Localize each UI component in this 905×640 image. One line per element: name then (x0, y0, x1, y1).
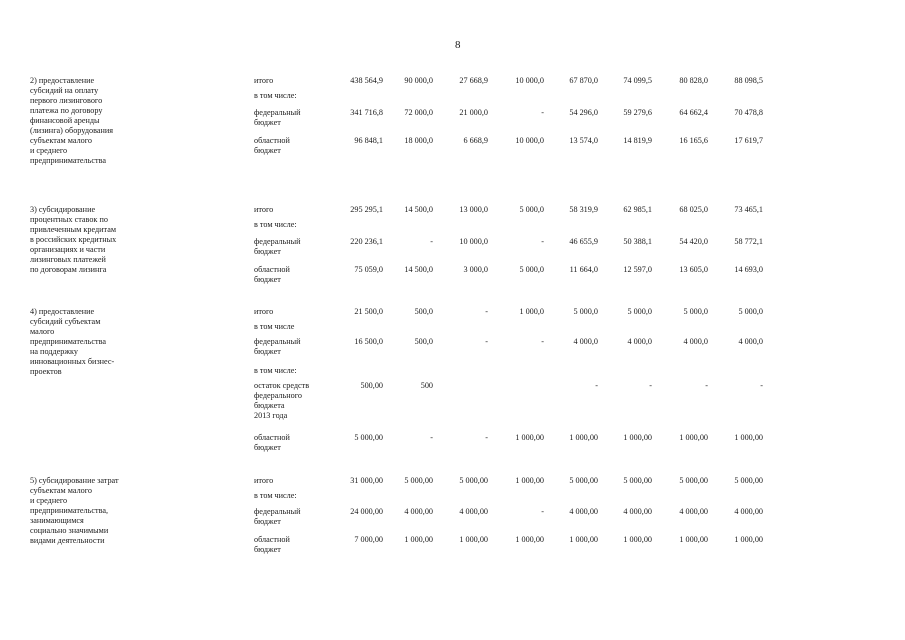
funding-source-label: федеральный бюджет (254, 337, 301, 356)
amount-cell: 6 668,9 (463, 136, 488, 145)
amount-cell: 4 000,00 (679, 507, 708, 516)
amount-cell: 5 000,00 (679, 476, 708, 485)
amount-cell: 500,00 (360, 381, 383, 390)
amount-cell: 1 000,00 (679, 535, 708, 544)
amount-cell: 5 000,00 (569, 476, 598, 485)
amount-cell: - (430, 237, 433, 246)
amount-cell: 5 000,0 (573, 307, 598, 316)
amount-cell: 1 000,00 (569, 433, 598, 442)
amount-cell: 4 000,00 (459, 507, 488, 516)
amount-cell: 4 000,0 (738, 337, 763, 346)
funding-source-label: остаток средств федерального бюджета 2013 года (254, 381, 310, 420)
funding-source-label: в том числе: (254, 91, 297, 100)
amount-cell: 1 000,00 (623, 433, 652, 442)
amount-cell: - (541, 507, 544, 516)
amount-cell: 4 000,0 (627, 337, 652, 346)
amount-cell: 220 236,1 (350, 237, 383, 246)
funding-source-label: итого (254, 476, 274, 485)
amount-cell: 1 000,0 (519, 307, 544, 316)
amount-cell: 5 000,0 (683, 307, 708, 316)
section-description: 2) предоставление субсидий на оплату первого лизингового платежа по договору финансовой аренды (лизинга) оборудования субъектам малого и среднего предпринимательства (30, 76, 114, 165)
amount-cell: - (485, 307, 488, 316)
amount-cell: 16 500,0 (354, 337, 383, 346)
amount-cell: 1 000,00 (623, 535, 652, 544)
amount-cell: 17 619,7 (734, 136, 763, 145)
amount-cell: 46 655,9 (569, 237, 598, 246)
amount-cell: 5 000,0 (627, 307, 652, 316)
amount-cell: 18 000,0 (404, 136, 433, 145)
amount-cell: - (541, 108, 544, 117)
amount-cell: 5 000,00 (623, 476, 652, 485)
funding-source-label: областной бюджет (254, 265, 290, 284)
amount-cell: 13 605,0 (679, 265, 708, 274)
funding-source-label: федеральный бюджет (254, 108, 301, 127)
funding-source-label: федеральный бюджет (254, 507, 301, 526)
section-description: 4) предоставление субсидий субъектам малого предпринимательства на поддержку инновационных бизнес- проектов (30, 307, 115, 376)
amount-cell: 75 059,0 (354, 265, 383, 274)
funding-source-label: федеральный бюджет (254, 237, 301, 256)
funding-source-label: областной бюджет (254, 535, 290, 554)
amount-cell: 50 388,1 (623, 237, 652, 246)
funding-source-label: в том числе: (254, 491, 297, 500)
amount-cell: - (541, 337, 544, 346)
amount-cell: 7 000,00 (354, 535, 383, 544)
funding-source-label: итого (254, 76, 274, 85)
amount-cell: 88 098,5 (734, 76, 763, 85)
amount-cell: 1 000,00 (459, 535, 488, 544)
amount-cell: 5 000,00 (459, 476, 488, 485)
amount-cell: 12 597,0 (623, 265, 652, 274)
section-description: 3) субсидирование процентных ставок по привлеченным кредитам в российских кредитных организациях и части лизинговых платежей по договорам лизинга (30, 205, 117, 274)
funding-source-label: итого (254, 307, 274, 316)
amount-cell: 11 664,0 (569, 265, 598, 274)
amount-cell: 5 000,00 (734, 476, 763, 485)
amount-cell: 500,0 (414, 337, 433, 346)
amount-cell: 4 000,0 (683, 337, 708, 346)
amount-cell: 295 295,1 (350, 205, 383, 214)
amount-cell: 24 000,00 (350, 507, 383, 516)
amount-cell: 1 000,00 (404, 535, 433, 544)
amount-cell: 68 025,0 (679, 205, 708, 214)
amount-cell: 21 000,0 (459, 108, 488, 117)
amount-cell: 4 000,0 (573, 337, 598, 346)
amount-cell: - (760, 381, 763, 390)
amount-cell: 1 000,00 (515, 476, 544, 485)
amount-cell: 438 564,9 (350, 76, 383, 85)
funding-source-label: в том числе: (254, 366, 297, 375)
amount-cell: 96 848,1 (354, 136, 383, 145)
amount-cell: 31 000,00 (350, 476, 383, 485)
amount-cell: 13 000,0 (459, 205, 488, 214)
amount-cell: 4 000,00 (569, 507, 598, 516)
amount-cell: 58 772,1 (734, 237, 763, 246)
amount-cell: 14 693,0 (734, 265, 763, 274)
amount-cell: 341 716,8 (350, 108, 383, 117)
funding-source-label: итого (254, 205, 274, 214)
amount-cell: 3 000,0 (463, 265, 488, 274)
amount-cell: 1 000,00 (734, 535, 763, 544)
amount-cell: - (649, 381, 652, 390)
amount-cell: 4 000,00 (404, 507, 433, 516)
amount-cell: - (485, 337, 488, 346)
amount-cell: 13 574,0 (569, 136, 598, 145)
amount-cell: 74 099,5 (623, 76, 652, 85)
amount-cell: 90 000,0 (404, 76, 433, 85)
amount-cell: 5 000,00 (354, 433, 383, 442)
amount-cell: - (485, 433, 488, 442)
amount-cell: 14 500,0 (404, 265, 433, 274)
amount-cell: 1 000,00 (569, 535, 598, 544)
funding-source-label: областной бюджет (254, 433, 290, 452)
amount-cell: 5 000,0 (738, 307, 763, 316)
amount-cell: - (705, 381, 708, 390)
amount-cell: 58 319,9 (569, 205, 598, 214)
amount-cell: 72 000,0 (404, 108, 433, 117)
amount-cell: 16 165,6 (679, 136, 708, 145)
amount-cell: 1 000,00 (515, 535, 544, 544)
amount-cell: 4 000,00 (623, 507, 652, 516)
funding-source-label: в том числе: (254, 220, 297, 229)
amount-cell: 5 000,0 (519, 265, 544, 274)
amount-cell: 73 465,1 (734, 205, 763, 214)
section-description: 5) субсидирование затрат субъектам малого и среднего предпринимательства, занимающимся социально значимыми видами деятельности (30, 476, 119, 545)
amount-cell: 54 420,0 (679, 237, 708, 246)
amount-cell: 10 000,0 (515, 136, 544, 145)
amount-cell: 54 296,0 (569, 108, 598, 117)
amount-cell: 5 000,0 (519, 205, 544, 214)
amount-cell: 1 000,00 (679, 433, 708, 442)
amount-cell: 500,0 (414, 307, 433, 316)
amount-cell: 14 500,0 (404, 205, 433, 214)
amount-cell: 10 000,0 (515, 76, 544, 85)
amount-cell: 14 819,9 (623, 136, 652, 145)
funding-source-label: в том числе (254, 322, 295, 331)
amount-cell: 59 279,6 (623, 108, 652, 117)
amount-cell: 1 000,00 (515, 433, 544, 442)
amount-cell: 10 000,0 (459, 237, 488, 246)
amount-cell: 27 668,9 (459, 76, 488, 85)
amount-cell: 67 870,0 (569, 76, 598, 85)
amount-cell: - (595, 381, 598, 390)
amount-cell: 80 828,0 (679, 76, 708, 85)
amount-cell: 500 (420, 381, 433, 390)
amount-cell: 70 478,8 (734, 108, 763, 117)
amount-cell: - (541, 237, 544, 246)
funding-source-label: областной бюджет (254, 136, 290, 155)
amount-cell: 4 000,00 (734, 507, 763, 516)
amount-cell: 1 000,00 (734, 433, 763, 442)
amount-cell: 62 985,1 (623, 205, 652, 214)
amount-cell: - (430, 433, 433, 442)
page-number: 8 (455, 39, 461, 51)
amount-cell: 5 000,00 (404, 476, 433, 485)
amount-cell: 64 662,4 (679, 108, 708, 117)
amount-cell: 21 500,0 (354, 307, 383, 316)
